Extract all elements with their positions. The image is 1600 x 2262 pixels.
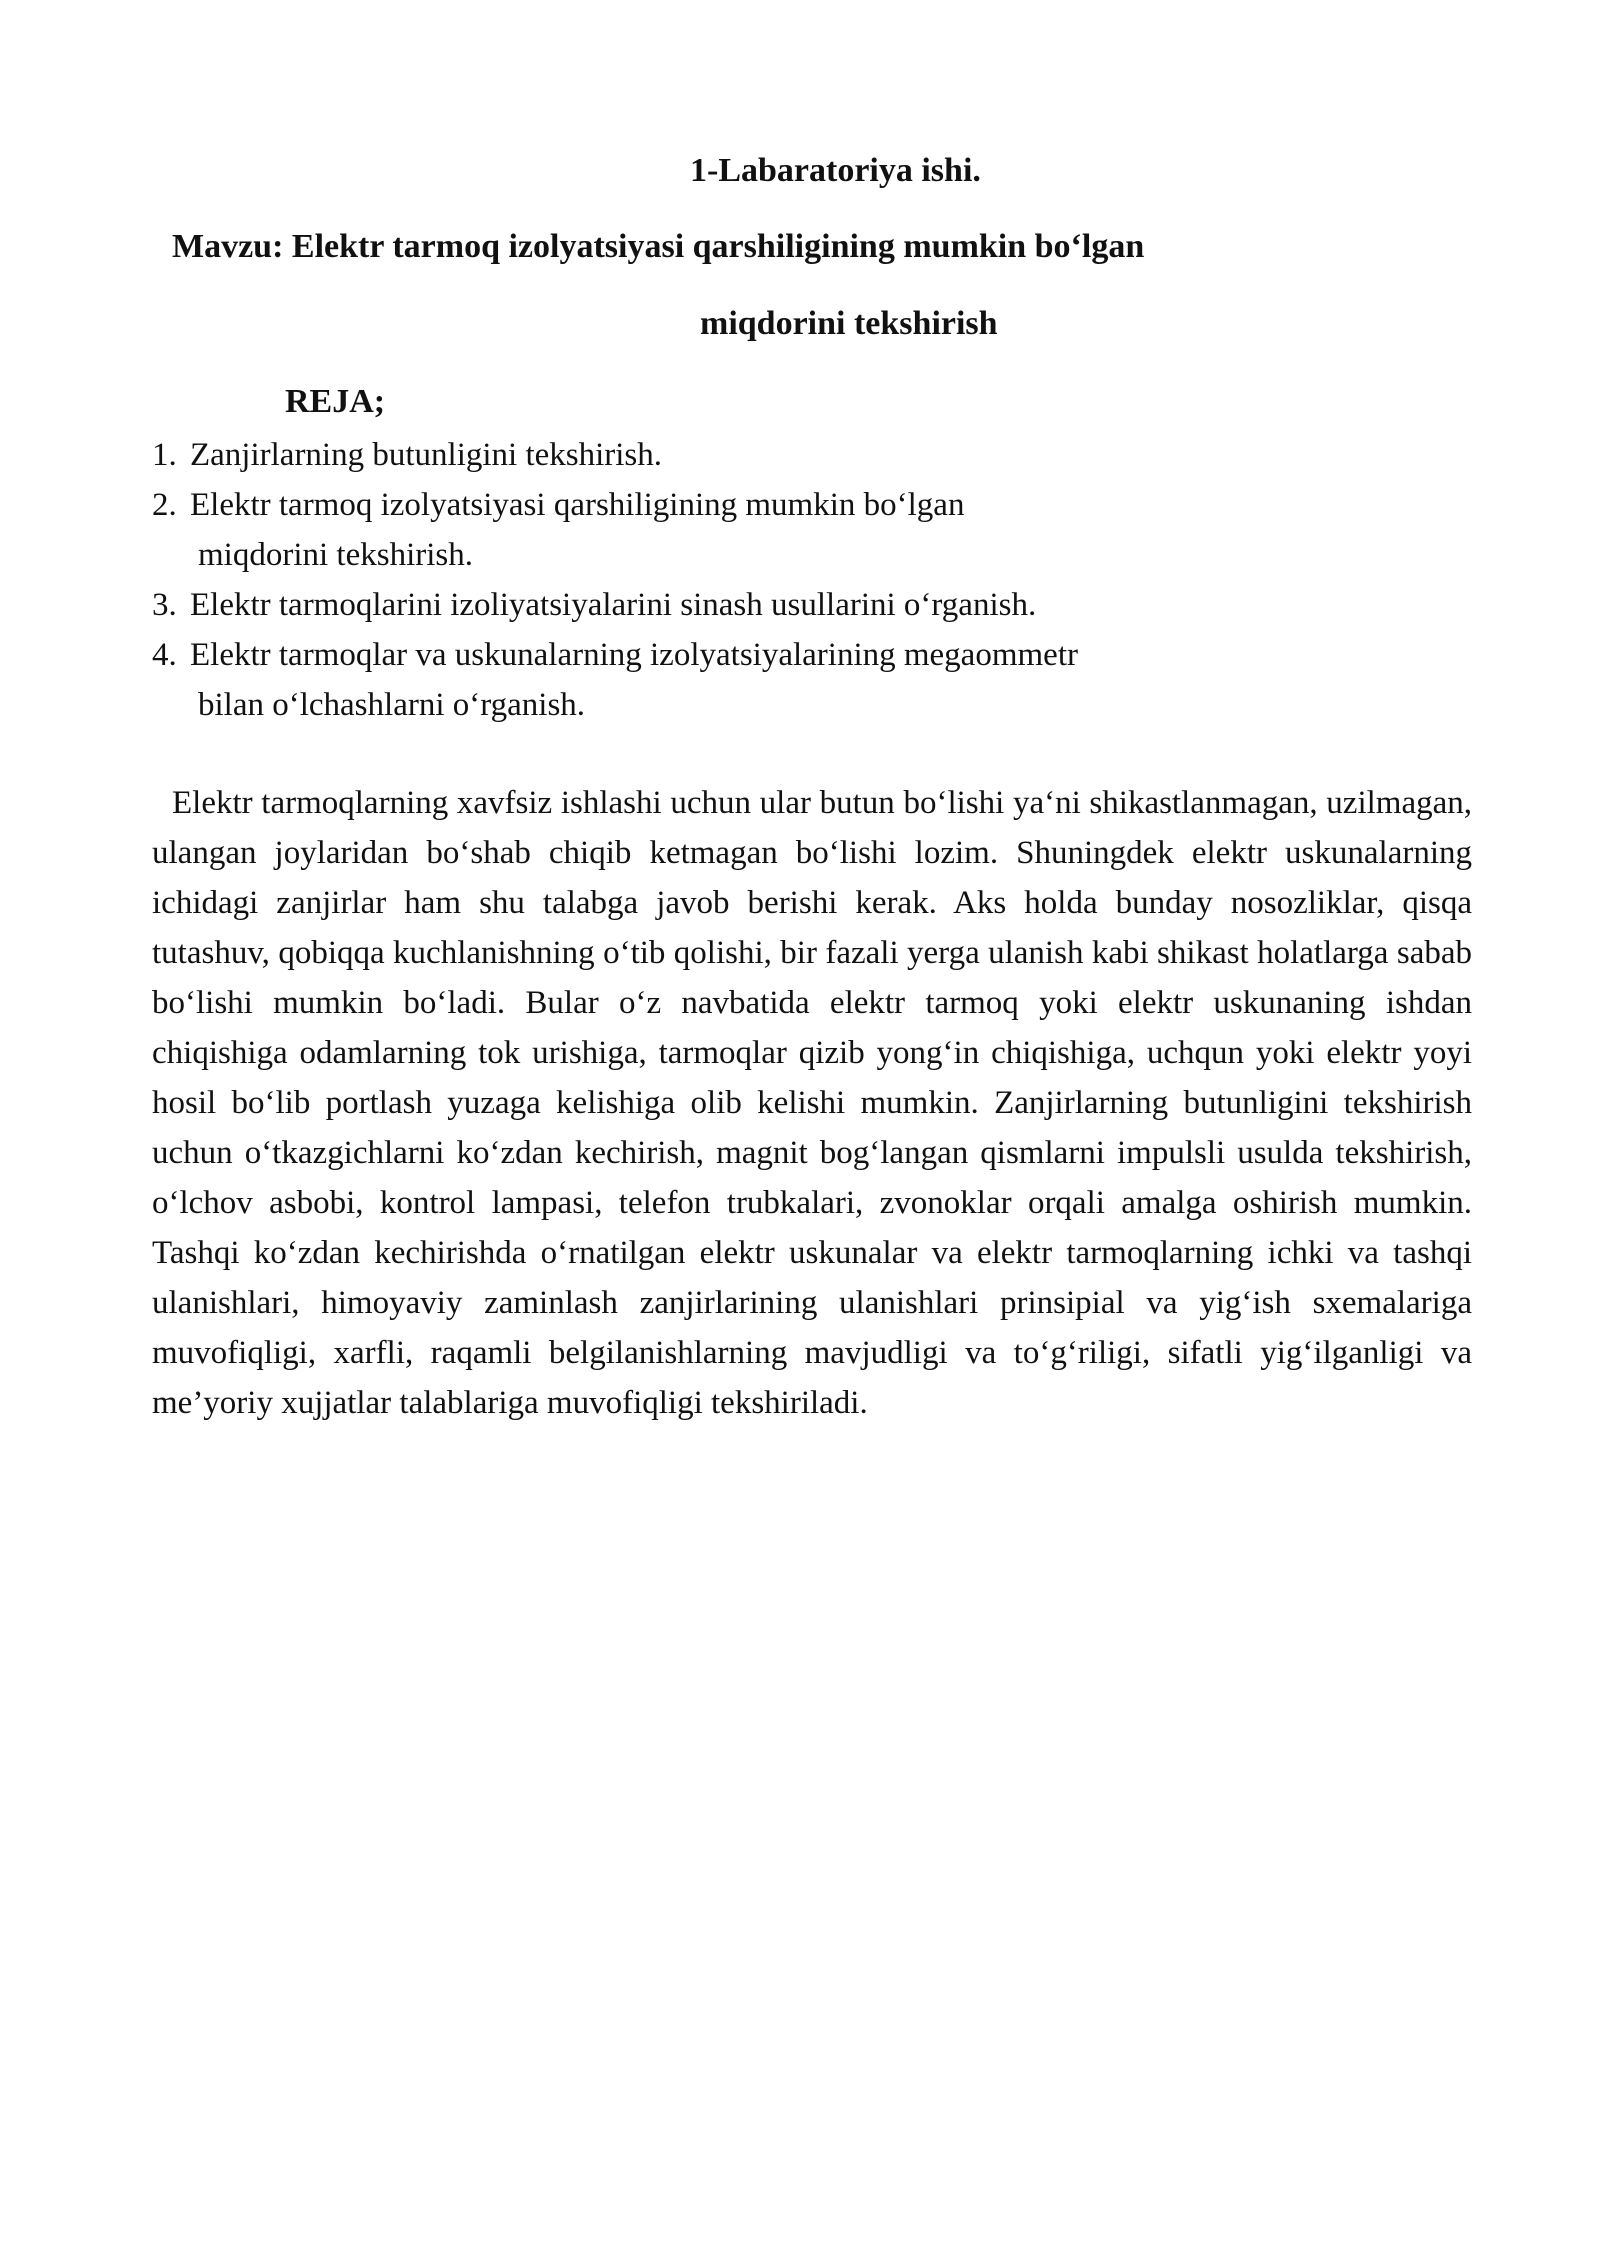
plan-item-line: Elektr tarmoqlarini izoliyatsiyalarini sinash usullarini o‘rganish.: [190, 587, 1037, 623]
plan-item-text: [190, 480, 1452, 580]
plan-item-line: Elektr tarmoq izolyatsiyasi qarshiligining mumkin bo‘lgan: [190, 487, 965, 523]
plan-item-number: 2.: [152, 487, 177, 523]
plan-item-continuation: bilan o‘lchashlarni o‘rganish.: [198, 687, 586, 723]
plan-item-number: 4.: [152, 637, 177, 673]
lab-title: 1-Labaratoriya ishi.: [690, 152, 981, 189]
plan-item-4: [152, 630, 1452, 730]
plan-item-1: [152, 430, 1452, 480]
topic-line-1: Mavzu: Elektr tarmoq izolyatsiyasi qarshiligining mumkin bo‘lgan: [172, 228, 1145, 265]
plan-item-line: Elektr tarmoqlar va uskunalarning izolyatsiyalarining megaommetr: [190, 637, 1078, 673]
plan-list: [152, 430, 1452, 730]
plan-item-text: [190, 430, 1452, 480]
plan-item-text: [190, 580, 1452, 630]
plan-item-number: 1.: [152, 437, 177, 473]
plan-item-3: [152, 580, 1452, 630]
plan-item-2: [152, 480, 1452, 580]
plan-heading: REJA;: [285, 383, 386, 420]
plan-item-continuation: miqdorini tekshirish.: [198, 537, 473, 573]
body-paragraph: Elektr tarmoqlarning xavfsiz ishlashi uchun ular butun bo‘lishi ya‘ni shikastlanmagan, uzilmagan, ulangan joylaridan bo‘shab chiqib ketmagan bo‘lishi lozim. Shuningdek elektr uskunalarning ichidagi zanjirlar ham shu talabga javob berishi kerak. Aks holda bunday nosozliklar, qisqa tutashuv, qobiqqa kuchlanishning o‘tib qolishi, bir fazali yerga ulanish kabi shikast holatlarga sabab bo‘lishi mumkin bo‘ladi. Bular o‘z navbatida elektr tarmoq yoki elektr uskunaning ishdan chiqishiga odamlarning tok urishiga, tarmoqlar qizib yong‘in chiqishiga, uchqun yoki elektr yoyi hosil bo‘lib portlash yuzaga kelishiga olib kelishi mumkin. Zanjirlarning butunligini tekshirish uchun o‘tkazgichlarni ko‘zdan kechirish, magnit bog‘langan qismlarni impulsli usulda tekshirish, o‘lchov asbobi, kontrol lampasi, telefon trubkalari, zvonoklar orqali amalga oshirish mumkin. Tashqi ko‘zdan kechirishda o‘rnatilgan elektr uskunalar va elektr tarmoqlarning ichki va tashqi ulanishlari, himoyaviy zaminlash zanjirlarining ulanishlari prinsipial va yig‘ish sxemalariga muvofiqligi, xarfli, raqamli belgilanishlarning mavjudligi va to‘g‘riligi, sifatli yig‘ilganligi va me’yoriy xujjatlar talablariga muvofiqligi tekshiriladi.: [152, 785, 1472, 1421]
plan-item-number: 3.: [152, 587, 177, 623]
plan-item-line: Zanjirlarning butunligini tekshirish.: [190, 437, 663, 473]
plan-item-text: [190, 630, 1452, 730]
topic-line-2: miqdorini tekshirish: [700, 305, 998, 342]
